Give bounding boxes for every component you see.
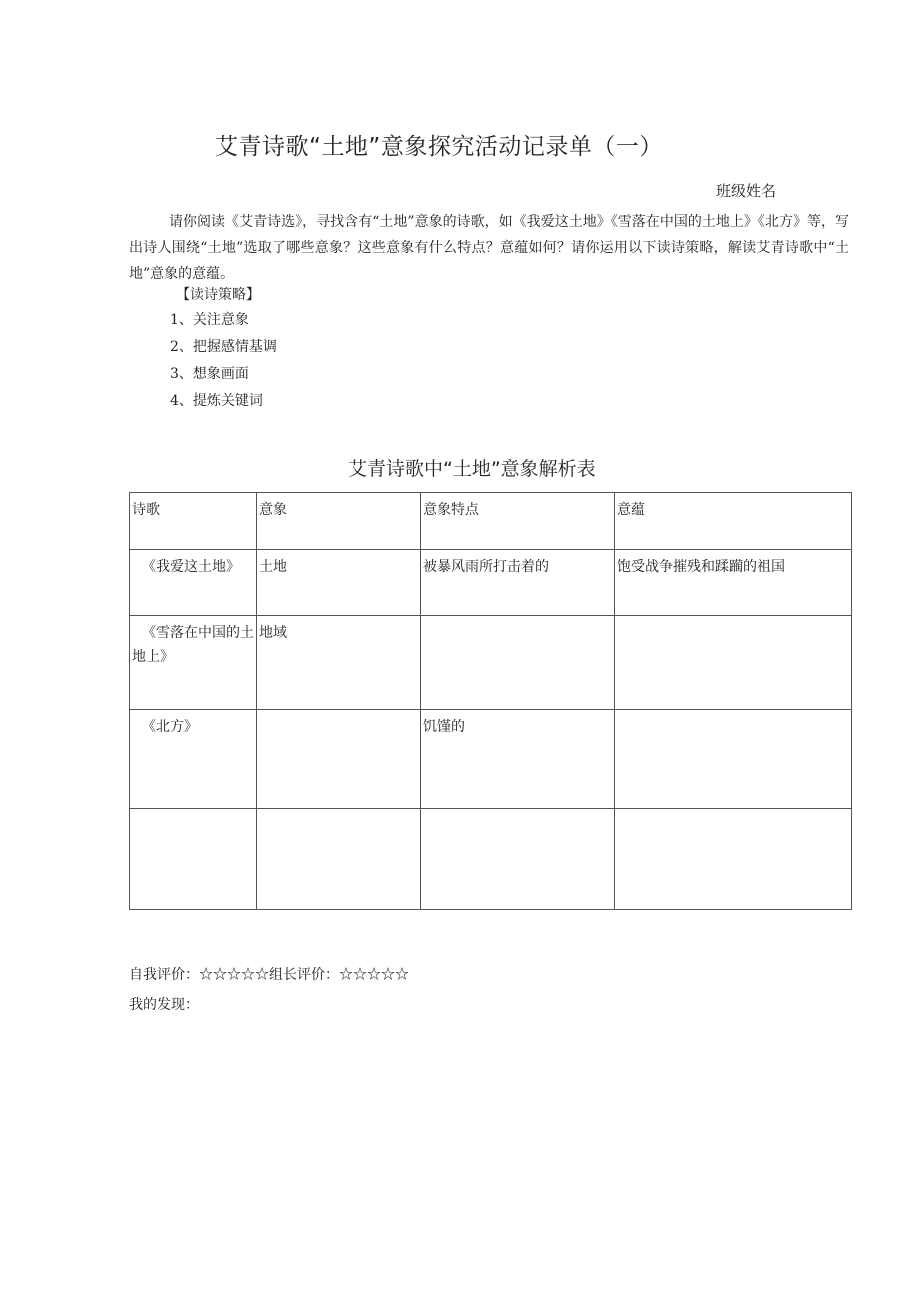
poem-cell[interactable]: 《雪落在中国的土地上》 xyxy=(130,616,257,710)
feature-cell[interactable] xyxy=(421,809,615,910)
table-row xyxy=(130,616,852,710)
connotation-cell[interactable]: 饱受战争摧残和蹂躏的祖国 xyxy=(615,550,852,616)
connotation-cell[interactable] xyxy=(615,710,852,809)
page-title: 艾青诗歌“土地”意象探究活动记录单（一） xyxy=(215,134,663,160)
strategy-item: 4、提炼关键词 xyxy=(170,393,263,409)
table-row xyxy=(130,809,852,910)
imagery-cell[interactable] xyxy=(257,710,421,809)
connotation-cell[interactable] xyxy=(615,809,852,910)
header-imagery: 意象 xyxy=(257,493,421,550)
header-connotation: 意蕴 xyxy=(615,493,852,550)
strategy-heading: 【读诗策略】 xyxy=(176,287,260,303)
discovery-label: 我的发现： xyxy=(129,997,199,1013)
imagery-cell[interactable] xyxy=(257,809,421,910)
imagery-analysis-table xyxy=(129,492,852,910)
strategy-item: 3、想象画面 xyxy=(170,366,249,382)
strategy-item: 2、把握感情基调 xyxy=(170,339,277,355)
class-name-label: 班级姓名 xyxy=(716,182,777,200)
evaluation-line: 自我评价：☆☆☆☆☆组长评价：☆☆☆☆☆ xyxy=(129,967,409,983)
table-row xyxy=(130,710,852,809)
header-poem: 诗歌 xyxy=(130,493,257,550)
poem-cell[interactable]: 《北方》 xyxy=(130,710,257,809)
table-title: 艾青诗歌中“土地”意象解析表 xyxy=(348,458,596,480)
feature-cell[interactable]: 饥馑的 xyxy=(421,710,615,809)
strategy-list xyxy=(170,310,277,418)
imagery-cell[interactable]: 土地 xyxy=(257,550,421,616)
feature-cell[interactable]: 被暴风雨所打击着的 xyxy=(421,550,615,616)
strategy-item: 1、关注意象 xyxy=(170,312,249,328)
instructions-paragraph: 请你阅读《艾青诗选》，寻找含有“土地”意象的诗歌，如《我爱这土地》《雪落在中国的土地上》《北方》等，写出诗人围绕“土地”选取了哪些意象？这些意象有什么特点？意蕴如何？请你运用以下读诗策略，解读艾青诗歌中“土地”意象的意蕴。 xyxy=(129,214,849,282)
imagery-cell[interactable]: 地域 xyxy=(257,616,421,710)
table-row xyxy=(130,550,852,616)
poem-cell[interactable]: 《我爱这土地》 xyxy=(130,550,257,616)
table-header-row xyxy=(130,493,852,550)
feature-cell[interactable] xyxy=(421,616,615,710)
poem-cell[interactable] xyxy=(130,809,257,910)
header-imagery-features: 意象特点 xyxy=(421,493,615,550)
connotation-cell[interactable] xyxy=(615,616,852,710)
